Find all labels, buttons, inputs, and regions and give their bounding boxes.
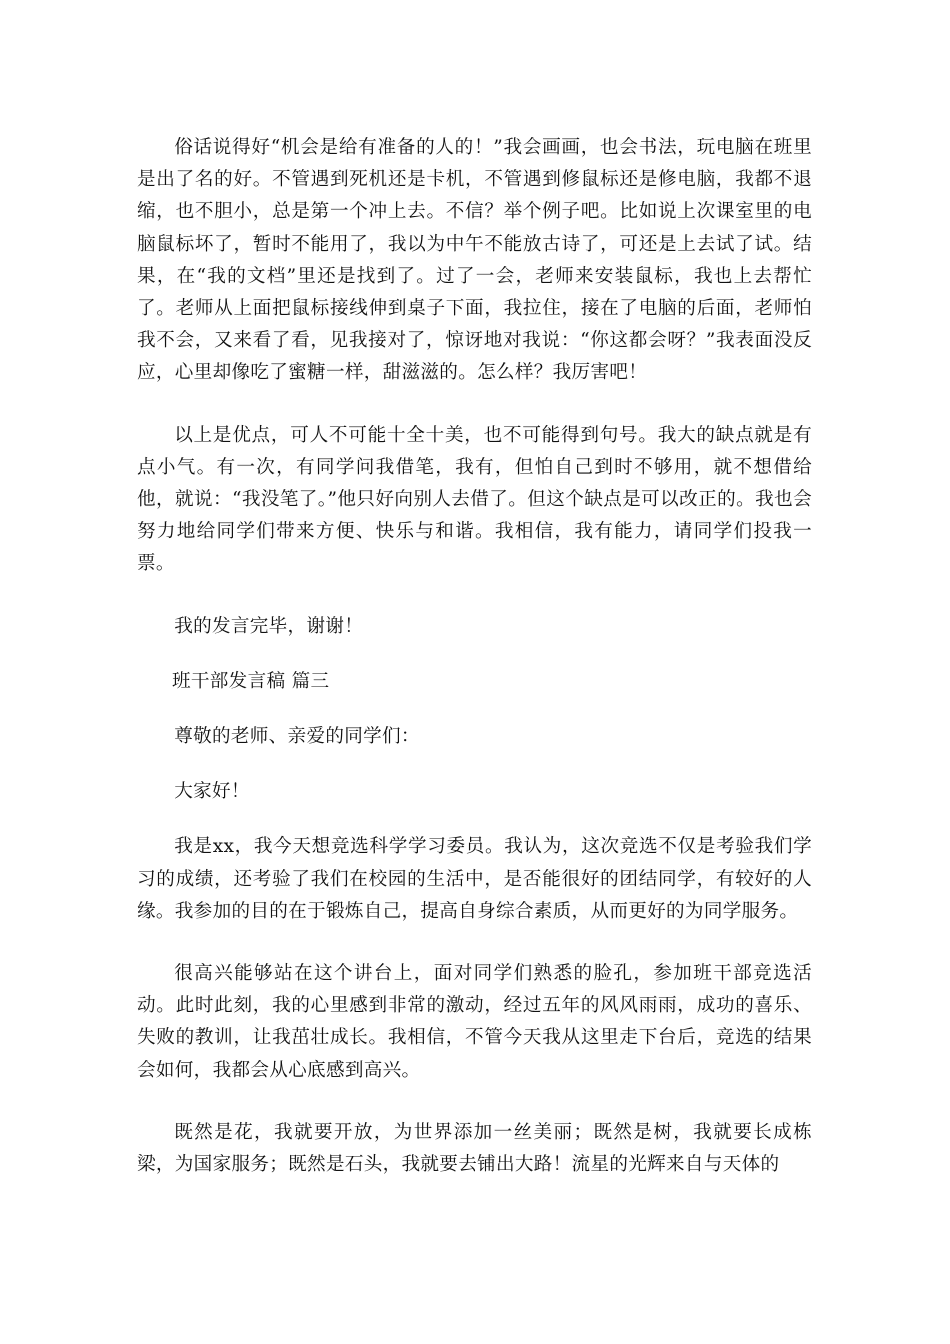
paragraph-aspiration: 既然是花，我就要开放，为世界添加一丝美丽；既然是树，我就要长成栋梁，为国家服务；既然是石头，我就要去铺出大路！流星的光辉来自与天体的 [137, 1121, 812, 1176]
paragraph-introduction: 我是xx，我今天想竞选科学学习委员。我认为，这次竞选不仅是考验我们学习的成绩，还考验了我们在校园的生活中，是否能很好的团结同学，有较好的人缘。我参加的目的在于锻炼自己，提高自身综合素质，从而更好的为同学服务。 [137, 836, 812, 922]
hello-line: 大家好！ [174, 781, 250, 803]
document-body [137, 132, 812, 1181]
section-title: 班干部发言稿 篇三 [172, 670, 330, 692]
paragraph-skills: 俗话说得好“机会是给有准备的人的！”我会画画，也会书法，玩电脑在班里是出了名的好。不管遇到死机还是卡机，不管遇到修鼠标还是修电脑，我都不退缩，也不胆小，总是第一个冲上去。不信？举个例子吧。比如说上次课室里的电脑鼠标坏了，暂时不能用了，我以为中午不能放古诗了，可还是上去试了试。结果，在“我的文档”里还是找到了。过了一会，老师来安装鼠标，我也上去帮忙了。老师从上面把鼠标接线伸到桌子下面，我拉住，接在了电脑的后面，老师怕我不会，又来看了看，见我接对了，惊讶地对我说：“你这都会呀？”我表面没反应，心里却像吃了蜜糖一样，甜滋滋的。怎么样？我厉害吧！ [137, 137, 812, 384]
paragraph-closing: 我的发言完毕，谢谢！ [174, 615, 364, 637]
paragraph-feelings: 很高兴能够站在这个讲台上，面对同学们熟悉的脸孔，参加班干部竞选活动。此时此刻，我的心里感到非常的激动，经过五年的风风雨雨，成功的喜乐、失败的教训，让我茁壮成长。我相信，不管今天我从这里走下台后，竞选的结果会如何，我都会从心底感到高兴。 [137, 963, 812, 1081]
paragraph-shortcoming: 以上是优点，可人不可能十全十美，也不可能得到句号。我大的缺点就是有点小气。有一次，有同学问我借笔，我有，但怕自己到时不够用，就不想借给他，就说：“我没笔了。”他只好向别人去借了。但这个缺点是可以改正的。我也会努力地给同学们带来方便、快乐与和谐。我相信，我有能力，请同学们投我一票。 [137, 424, 812, 575]
greeting-line: 尊敬的老师、亲爱的同学们： [174, 726, 420, 748]
